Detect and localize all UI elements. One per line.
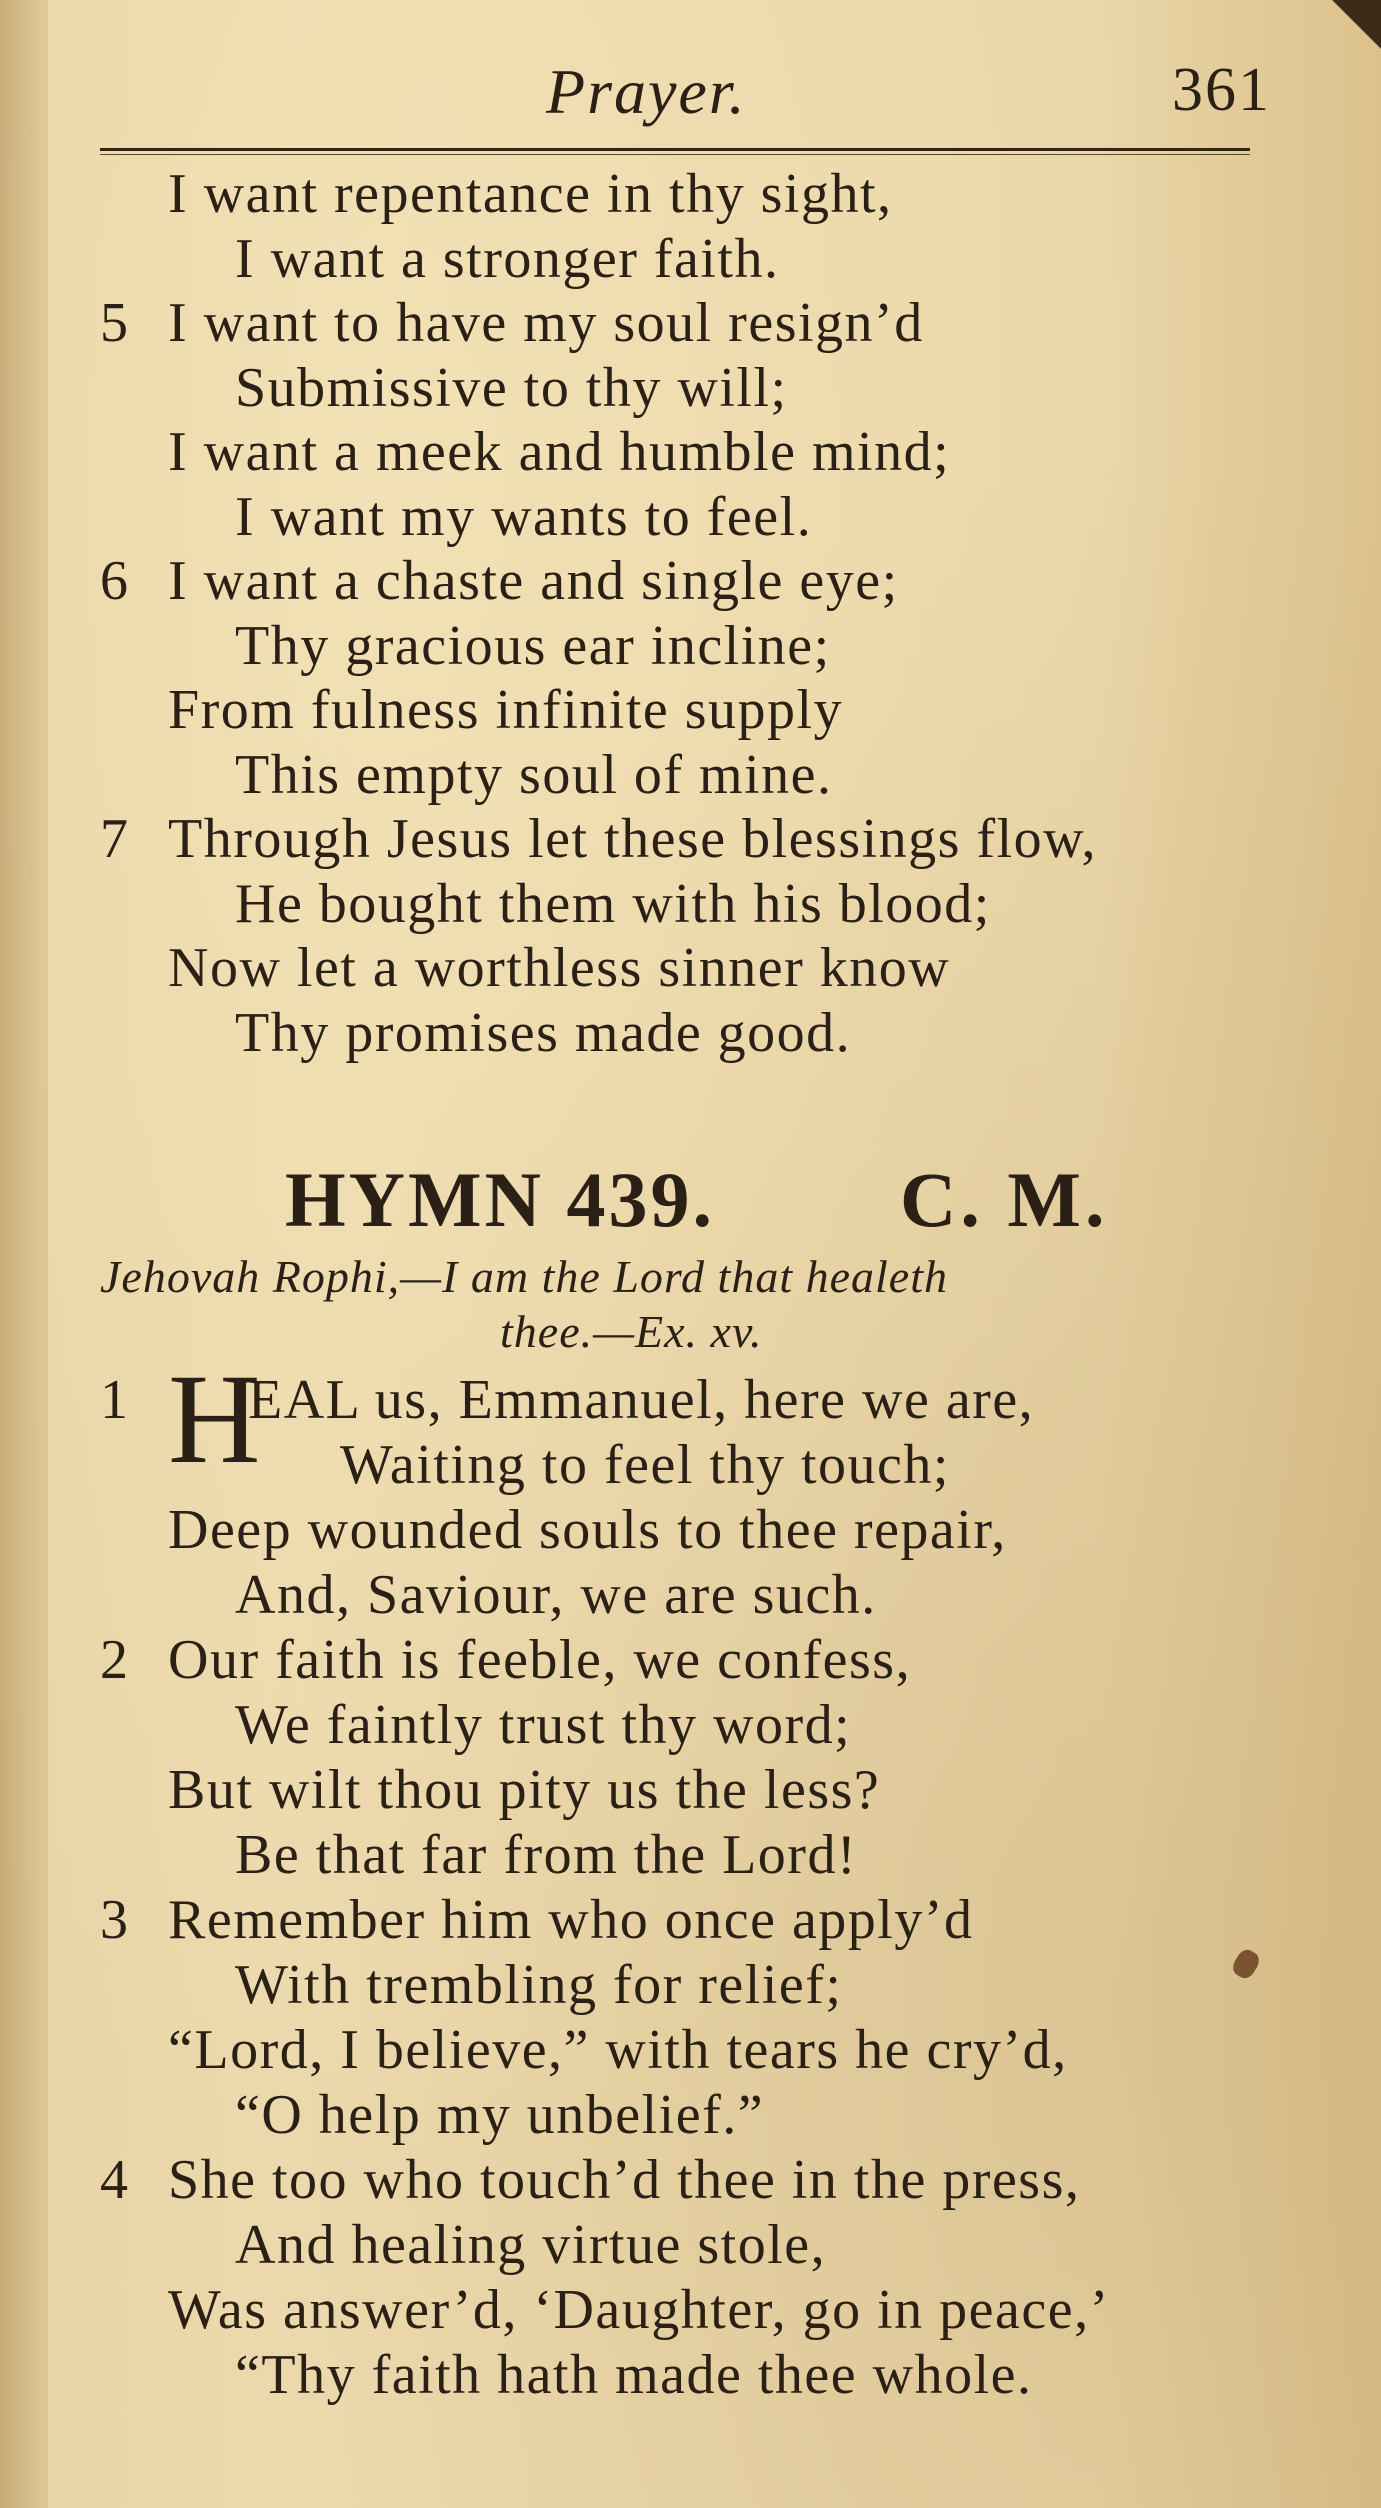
verse-line: Submissive to thy will;: [235, 356, 788, 419]
verse-line: She too who touch’d thee in the press,: [168, 2149, 1081, 2211]
verse-line: And healing virtue stole,: [235, 2214, 827, 2276]
verse-number: 1: [100, 1369, 128, 1431]
verse-line: Through Jesus let these blessings flow,: [168, 808, 1097, 870]
verse-line: We faintly trust thy word;: [235, 1694, 852, 1756]
page-gutter: [0, 0, 48, 2508]
verse-line: I want a stronger faith.: [235, 227, 780, 290]
verse-line: I want repentance in thy sight,: [168, 163, 893, 225]
running-title: Prayer.: [546, 56, 747, 127]
verse-line: He bought them with his blood;: [235, 872, 991, 935]
verse-line: And, Saviour, we are such.: [235, 1564, 877, 1626]
verse-number: 6: [100, 550, 128, 612]
verse-line: Be that far from the Lord!: [235, 1824, 858, 1886]
drop-cap: H: [168, 1348, 261, 1490]
hymn-title: HYMN 439.: [285, 1156, 715, 1243]
verse-line: Our faith is feeble, we confess,: [168, 1629, 912, 1691]
verse-line: I want a meek and humble mind;: [168, 421, 951, 483]
page-corner-damage: [1301, 0, 1381, 80]
verse-line: Waiting to feel thy touch;: [340, 1434, 950, 1496]
verse-line: Thy gracious ear incline;: [235, 614, 831, 677]
verse-line: “Lord, I believe,” with tears he cry’d,: [168, 2019, 1068, 2081]
verse-line: This empty soul of mine.: [235, 743, 833, 806]
verse-line: Was answer’d, ‘Daughter, go in peace,’: [168, 2279, 1110, 2341]
verse-number: 4: [100, 2149, 128, 2211]
ink-stain: [1229, 1946, 1262, 1981]
verse-line: “Thy faith hath made thee whole.: [235, 2344, 1033, 2406]
page-header: [96, 55, 1271, 125]
verse-line: I want my wants to feel.: [235, 485, 813, 548]
verse-line: “O help my unbelief.”: [235, 2084, 765, 2146]
verse-line: Deep wounded souls to thee repair,: [168, 1499, 1007, 1561]
verse-line: With trembling for relief;: [235, 1954, 843, 2016]
verse-line: I want a chaste and single eye;: [168, 550, 899, 612]
verse-line: Now let a worthless sinner know: [168, 937, 951, 999]
verse-number: 7: [100, 808, 128, 870]
verse-number: 2: [100, 1629, 128, 1691]
hymn-subtitle-line-1: Jehovah Rophi,—I am the Lord that healeth: [100, 1251, 948, 1302]
verse-line: EAL us, Emmanuel, here we are,: [248, 1369, 1035, 1431]
page-number: 361: [1172, 56, 1271, 124]
verse-line: But wilt thou pity us the less?: [168, 1759, 881, 1821]
verse-line: From fulness infinite supply: [168, 679, 844, 741]
verse-line: Remember him who once apply’d: [168, 1889, 974, 1951]
header-rule: [100, 148, 1250, 155]
verse-line: I want to have my soul resign’d: [168, 292, 924, 354]
hymn-subtitle-line-2: thee.—Ex. xv.: [500, 1306, 763, 1357]
verse-number: 5: [100, 292, 128, 354]
hymn-meter: C. M.: [900, 1156, 1109, 1243]
verse-line: Thy promises made good.: [235, 1001, 852, 1064]
verse-number: 3: [100, 1889, 128, 1951]
